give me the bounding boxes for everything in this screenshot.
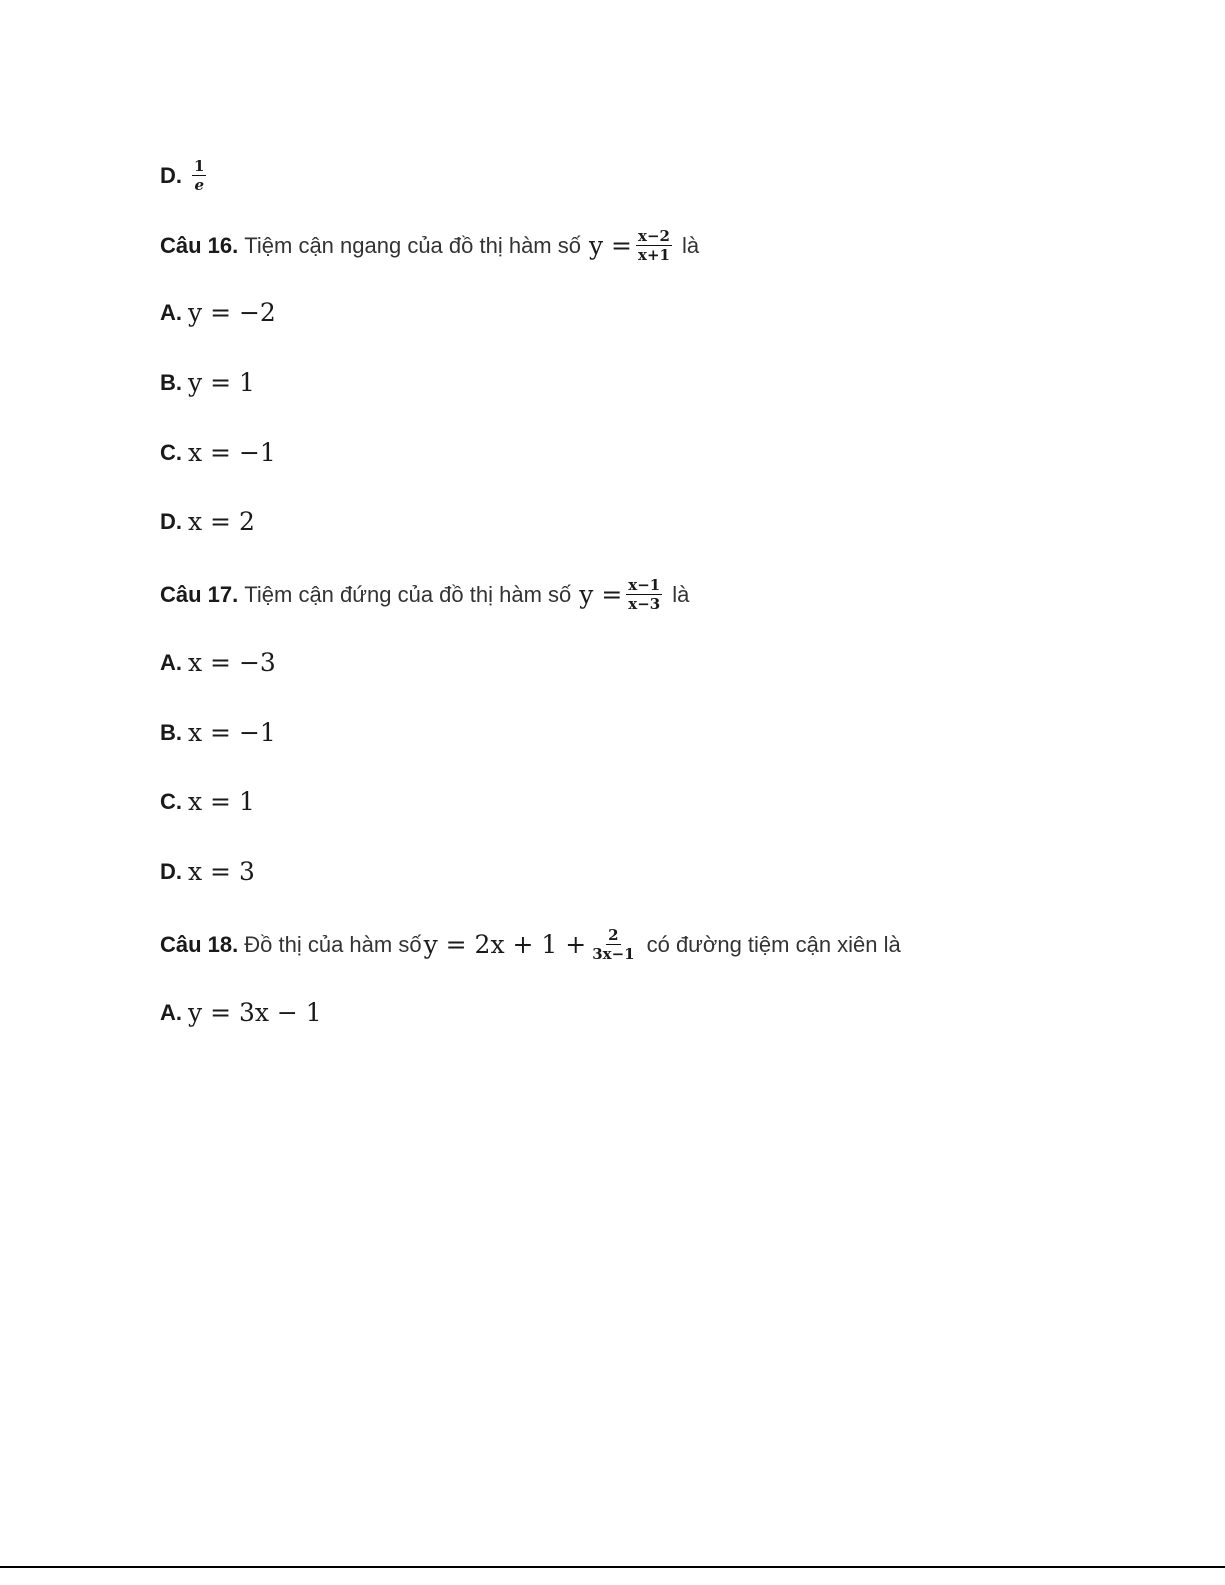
option-c [160, 787, 255, 817]
option-math: x = −1 [188, 718, 276, 747]
option-math: x = 3 [188, 857, 255, 886]
option-math: x = 2 [188, 507, 255, 536]
fraction [192, 158, 206, 193]
fraction-denominator: x−3 [628, 595, 661, 613]
option-math: y = 3x − 1 [188, 998, 322, 1027]
option-label: A. [160, 1000, 182, 1025]
option-math: x = 1 [188, 787, 255, 816]
math-lhs: y = 2x + 1 + [423, 929, 587, 959]
fraction [590, 927, 636, 962]
option-d [160, 507, 255, 537]
option-label: D. [160, 162, 182, 188]
question-text: Đồ thị của hàm số [244, 931, 422, 957]
question-tail: là [681, 232, 700, 258]
option-math: y = 1 [188, 368, 255, 397]
question-tail: có đường tiệm cận xiên là [646, 931, 901, 957]
page-bottom-rule [0, 1566, 1225, 1568]
option-a [160, 998, 322, 1028]
fraction-denominator: e [194, 176, 204, 194]
option-a [160, 298, 276, 328]
option-b [160, 368, 255, 398]
question-label: Câu 17. [160, 581, 239, 607]
fraction [626, 577, 662, 612]
option-math: x = −3 [188, 648, 276, 677]
math-lhs: y = [579, 579, 623, 609]
fraction-denominator: 3x−1 [592, 945, 635, 963]
option-d [160, 857, 255, 887]
question-tail: là [672, 581, 690, 607]
fraction [636, 228, 672, 263]
option-label: A. [160, 300, 182, 325]
question-text: Tiệm cận đứng của đồ thị hàm số [244, 581, 572, 607]
option-label: B. [160, 720, 182, 745]
question-label: Câu 16. [160, 232, 239, 258]
fraction-numerator: 2 [608, 926, 619, 944]
option-label: D. [160, 509, 182, 534]
math-lhs: y = [588, 230, 633, 260]
option-c [160, 438, 276, 468]
option-label: C. [160, 789, 182, 814]
option-math: x = −1 [188, 438, 276, 467]
option-b [160, 718, 276, 748]
fraction-numerator: 1 [194, 157, 205, 175]
option-d-prev [160, 158, 210, 193]
option-label: D. [160, 859, 182, 884]
question-18 [160, 927, 901, 962]
option-label: C. [160, 440, 182, 465]
option-math: y = −2 [188, 298, 276, 327]
fraction-denominator: x+1 [638, 246, 670, 264]
question-label: Câu 18. [160, 931, 239, 957]
question-16 [160, 228, 699, 263]
question-text: Tiệm cận ngang của đồ thị hàm số [244, 232, 581, 258]
option-a [160, 648, 276, 678]
option-label: A. [160, 650, 182, 675]
fraction-numerator: x−2 [638, 227, 670, 245]
option-label: B. [160, 370, 182, 395]
question-17 [160, 577, 689, 612]
fraction-numerator: x−1 [628, 576, 661, 594]
